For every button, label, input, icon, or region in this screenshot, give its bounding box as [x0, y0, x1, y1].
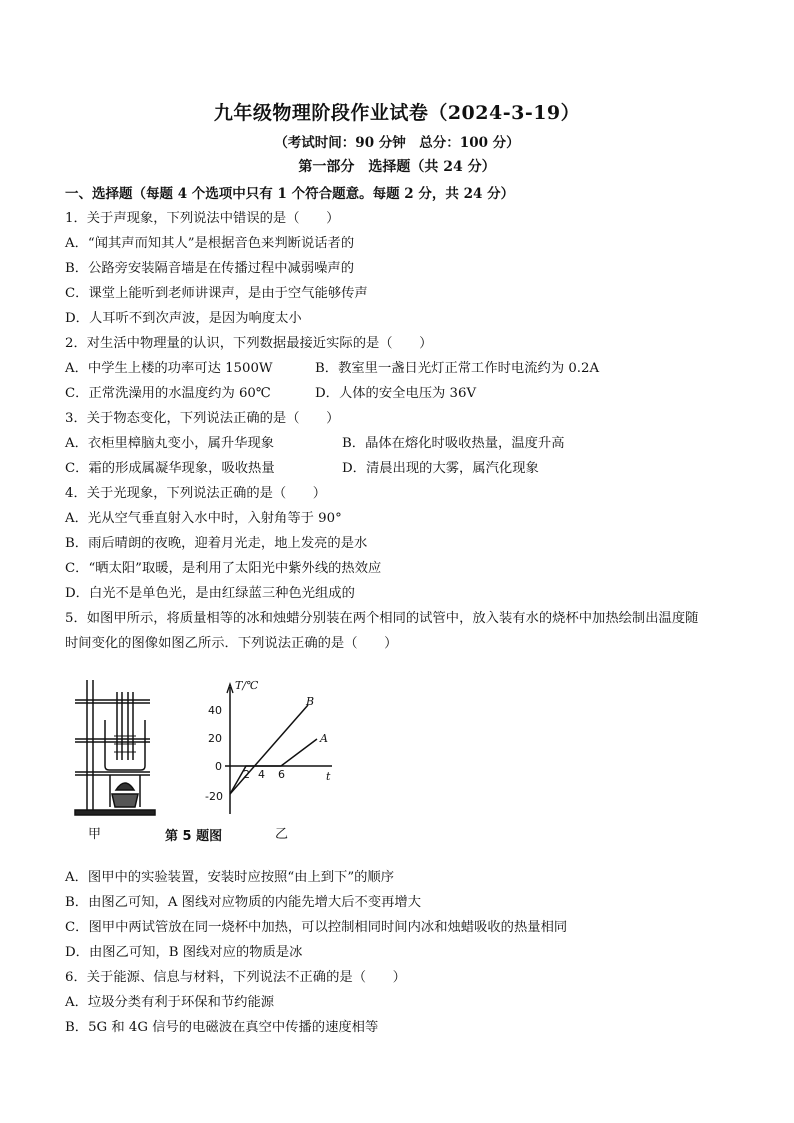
q5-option-c: C．图甲中两试管放在同一烧杯中加热，可以控制相同时间内冰和烛蜡吸收的热量相同 [65, 920, 568, 935]
figure-caption: 第 5 题图 [165, 829, 223, 844]
line-b [230, 705, 308, 794]
y-axis-label: T/℃ [235, 679, 259, 692]
q2-option-b: B．教室里一盏日光灯正常工作时电流约为 0.2A [315, 361, 600, 376]
q1-option-d: D．人耳听不到次声波，是因为响度太小 [65, 311, 302, 326]
x-axis-label: t [326, 770, 331, 783]
lab-apparatus-illustration [75, 680, 155, 815]
temperature-time-graph [205, 679, 332, 814]
q1-option-b: B．公路旁安装隔音墙是在传播过程中减弱噪声的 [65, 261, 355, 276]
y-tick-label: 20 [208, 732, 222, 745]
q4-option-d: D．白光不是单色光，是由红绿蓝三种色光组成的 [65, 586, 355, 601]
exam-title: 九年级物理阶段作业试卷（2024-3-19） [213, 102, 581, 124]
graph-label: 乙 [275, 827, 289, 842]
y-tick-label: -20 [205, 790, 223, 803]
y-tick-label: 0 [215, 760, 222, 773]
x-tick-label: 6 [278, 768, 285, 781]
q4-stem: 4．关于光现象，下列说法正确的是（ ） [65, 486, 327, 501]
q3-option-b: B．晶体在熔化时吸收热量，温度升高 [342, 436, 565, 451]
q6-option-a: A．垃圾分类有利于环保和节约能源 [65, 995, 275, 1010]
q5-figure [70, 672, 350, 847]
section-heading: 一、选择题（每题 4 个选项中只有 1 个符合题意。每题 2 分，共 24 分） [65, 186, 515, 202]
q2-option-d: D．人体的安全电压为 36V [315, 386, 477, 401]
q6-option-b: B．5G 和 4G 信号的电磁波在真空中传播的速度相等 [65, 1020, 379, 1035]
line-b-label: B [306, 695, 315, 708]
q5-stem-line2: 时间变化的图像如图乙所示．下列说法正确的是（ ） [65, 636, 398, 651]
line-a-label: A [320, 732, 328, 745]
q2-option-a: A．中学生上楼的功率可达 1500W [65, 361, 273, 376]
exam-subtitle: （考试时间：90 分钟 总分：100 分） [274, 135, 520, 151]
x-tick-label: 4 [258, 768, 265, 781]
q4-option-a: A．光从空气垂直射入水中时，入射角等于 90° [65, 511, 342, 526]
q5-option-d: D．由图乙可知，B 图线对应的物质是冰 [65, 945, 303, 960]
q4-option-c: C．“晒太阳”取暖，是利用了太阳光中紫外线的热效应 [65, 561, 382, 576]
q5-stem-line1: 5．如图甲所示，将质量相等的冰和烛蜡分别装在两个相同的试管中，放入装有水的烧杯中加热绘制出温度随 [65, 611, 699, 626]
q1-option-c: C．课堂上能听到老师讲课声，是由于空气能够传声 [65, 286, 368, 301]
part-heading: 第一部分 选择题（共 24 分） [298, 159, 496, 175]
q5-option-a: A．图甲中的实验装置，安装时应按照“由上到下”的顺序 [65, 870, 395, 885]
q1-stem: 1．关于声现象，下列说法中错误的是（ ） [65, 211, 340, 226]
q3-option-a: A．衣柜里樟脑丸变小，属升华现象 [65, 436, 275, 451]
q3-option-d: D．清晨出现的大雾，属汽化现象 [342, 461, 539, 476]
x-tick-label: 2 [243, 768, 250, 781]
y-tick-label: 40 [208, 704, 222, 717]
q2-option-c: C．正常洗澡用的水温度约为 60℃ [65, 386, 271, 401]
q3-option-c: C．霜的形成属凝华现象，吸收热量 [65, 461, 275, 476]
q3-stem: 3．关于物态变化，下列说法正确的是（ ） [65, 411, 340, 426]
q6-stem: 6．关于能源、信息与材料，下列说法不正确的是（ ） [65, 970, 406, 985]
q4-option-b: B．雨后晴朗的夜晚，迎着月光走，地上发亮的是水 [65, 536, 368, 551]
q1-option-a: A．“闻其声而知其人”是根据音色来判断说话者的 [65, 236, 355, 251]
q5-option-b: B．由图乙可知，A 图线对应物质的内能先增大后不变再增大 [65, 895, 422, 910]
apparatus-label: 甲 [88, 827, 102, 842]
q2-stem: 2．对生活中物理量的认识，下列数据最接近实际的是（ ） [65, 336, 433, 351]
